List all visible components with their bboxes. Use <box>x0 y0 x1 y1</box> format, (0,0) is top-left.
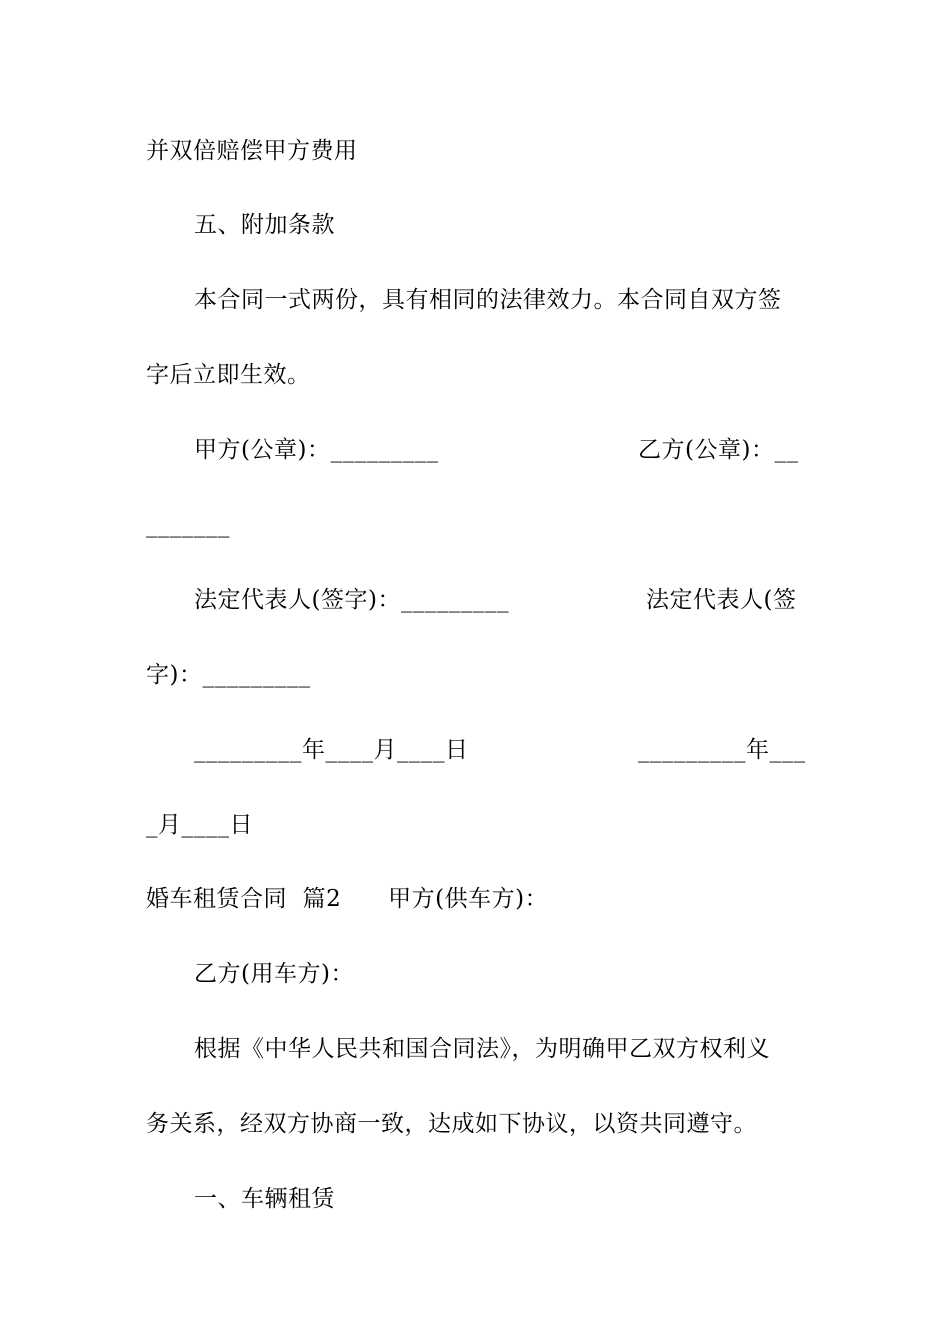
clause-text-line: 并双倍赔偿甲方费用 <box>146 138 358 164</box>
party-a-seal-field: 甲方(公章)：_________ <box>194 437 439 463</box>
party-b-representative-field: 法定代表人(签 <box>646 587 797 613</box>
party-b-date-field: _________年___ <box>638 737 806 763</box>
section-heading-vehicle-rental: 一、车辆租赁 <box>194 1186 335 1212</box>
party-b-date-field-continued: _月____日 <box>146 812 253 838</box>
clause-text-line: 本合同一式两份，具有相同的法律效力。本合同自双方签 <box>194 287 782 313</box>
party-a-representative-field: 法定代表人(签字)：_________ <box>194 587 509 613</box>
party-b-label: 乙方(用车方)： <box>194 961 354 987</box>
section-heading-additional-terms: 五、附加条款 <box>194 212 335 238</box>
preamble-text-line: 根据《中华人民共和国合同法》，为明确甲乙双方权利义 <box>194 1036 770 1062</box>
preamble-text-line: 务关系，经双方协商一致，达成如下协议，以资共同遵守。 <box>146 1111 757 1137</box>
party-b-seal-field-continued: _______ <box>146 512 230 538</box>
party-b-seal-field: 乙方(公章)：__ <box>638 437 799 463</box>
party-a-date-field: _________年____月____日 <box>194 737 469 763</box>
contract-2-title-and-party-a: 婚车租赁合同 篇2 甲方(供车方)： <box>146 886 549 912</box>
party-b-representative-field-continued: 字)：_________ <box>146 662 311 688</box>
clause-text-line: 字后立即生效。 <box>146 362 311 388</box>
